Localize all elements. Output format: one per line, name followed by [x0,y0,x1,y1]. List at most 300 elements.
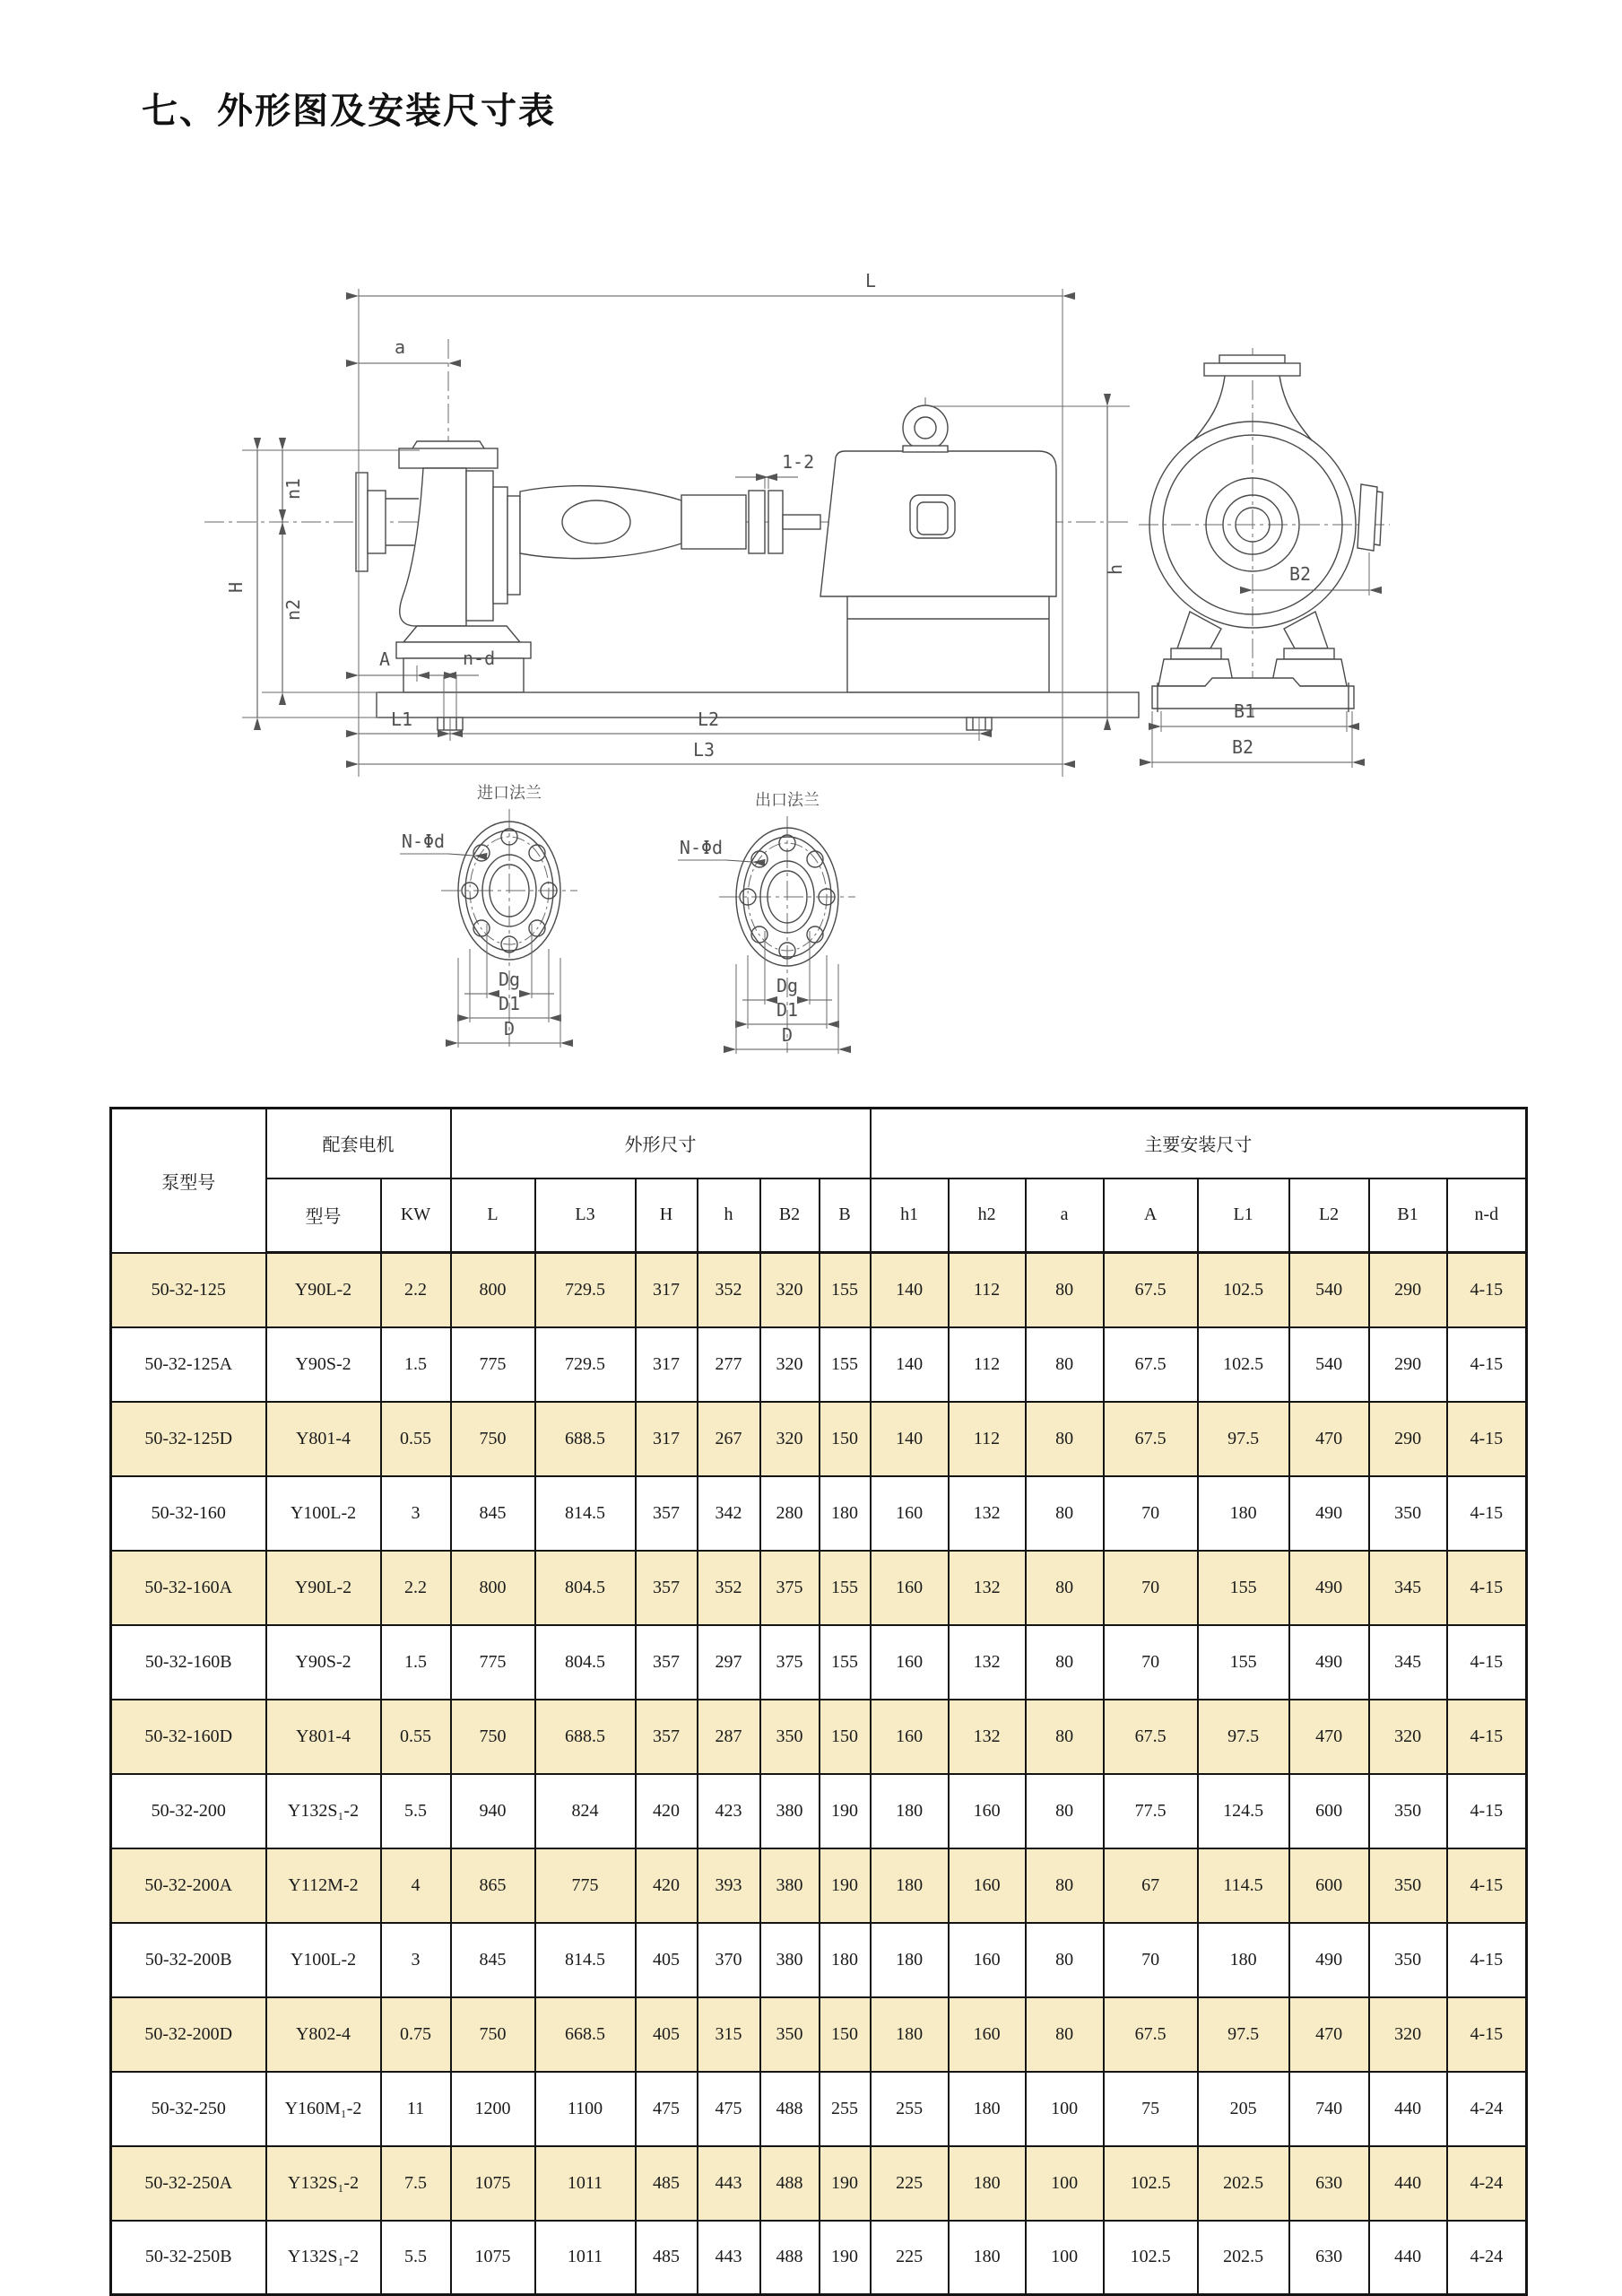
dimension-cell: 67.5 [1104,1327,1198,1402]
dim-label-D1-outlet: D1 [776,999,799,1021]
dimension-cell: 67.5 [1104,1402,1198,1476]
dimension-cell: 160 [871,1625,949,1700]
dimension-cell: 202.5 [1198,2146,1289,2221]
pump-model-cell: 50-32-160 [111,1476,266,1551]
dimension-cell: 190 [820,1774,871,1848]
pump-model-cell: 50-32-250B [111,2221,266,2295]
dimension-cell: 155 [820,1551,871,1625]
dimension-cell: 150 [820,1700,871,1774]
dimension-cell: 342 [698,1476,760,1551]
dim-label-L3: L3 [693,739,716,761]
dimension-cell: 97.5 [1198,1402,1289,1476]
dimension-cell: 350 [1369,1774,1447,1848]
inlet-flange-detail [400,784,577,1048]
dimension-cell: 470 [1289,1997,1369,2072]
dimension-cell: 320 [1369,1700,1447,1774]
table-row [111,1848,1527,1923]
column-header: KW [381,1178,451,1253]
dimension-cell: 67 [1104,1848,1198,1923]
dimension-cell: 180 [871,1848,949,1923]
dimension-cell: 600 [1289,1774,1369,1848]
dimension-cell: Y132S₁-2 [266,2221,381,2295]
dimension-cell: Y132S₁-2 [266,1774,381,1848]
pump-outline-drawing [108,135,1417,1108]
dim-label-B2-base: B2 [1232,736,1254,758]
dimension-cell: 490 [1289,1551,1369,1625]
dimension-cell: 150 [820,1402,871,1476]
dimension-cell: 350 [760,1700,820,1774]
dimension-cell: 150 [820,1997,871,2072]
dimension-cell: 70 [1104,1625,1198,1700]
dimension-cell: 750 [451,1997,535,2072]
dimension-cell: 320 [760,1327,820,1402]
dimension-cell: 320 [1369,1997,1447,2072]
dimension-cell: 140 [871,1327,949,1402]
dimension-cell: 4-15 [1447,1253,1527,1327]
dimension-cell: 132 [949,1551,1026,1625]
dimension-cell: 97.5 [1198,1997,1289,2072]
table-row [111,2072,1527,2146]
dim-label-coupling: 1-2 [782,451,815,473]
dim-label-D1-inlet: D1 [498,993,521,1014]
dimension-cell: 540 [1289,1327,1369,1402]
dimension-cell: 668.5 [535,1997,636,2072]
dimension-cell: 1075 [451,2221,535,2295]
dimension-cell: 155 [1198,1551,1289,1625]
dimension-cell: 155 [1198,1625,1289,1700]
dimension-cell: 630 [1289,2146,1369,2221]
dimension-cell: 845 [451,1476,535,1551]
pump-model-cell: 50-32-125D [111,1402,266,1476]
column-header: B2 [760,1178,820,1253]
dimension-cell: 440 [1369,2146,1447,2221]
dimension-cell: 380 [760,1774,820,1848]
dimension-cell: Y112M-2 [266,1848,381,1923]
dimension-cell: 112 [949,1402,1026,1476]
dimension-cell: 345 [1369,1551,1447,1625]
dimension-cell: 7.5 [381,2146,451,2221]
dimension-cell: 4-24 [1447,2072,1527,2146]
dimension-cell: 4-15 [1447,1402,1527,1476]
dim-label-B1: B1 [1234,700,1256,722]
dimension-cell: 11 [381,2072,451,2146]
dimension-cell: 112 [949,1253,1026,1327]
pump-model-cell: 50-32-250 [111,2072,266,2146]
column-header: A [1104,1178,1198,1253]
dimension-cell: 688.5 [535,1700,636,1774]
dimension-cell: 375 [760,1551,820,1625]
dimension-cell: 804.5 [535,1551,636,1625]
table-row [111,1253,1527,1327]
pump-model-cell: 50-32-200 [111,1774,266,1848]
dimension-cell: 370 [698,1923,760,1997]
dimension-cell: 70 [1104,1476,1198,1551]
dimension-cell: 80 [1026,1700,1104,1774]
dimension-cell: 488 [760,2221,820,2295]
dimension-cell: 352 [698,1551,760,1625]
dimension-cell: 475 [698,2072,760,2146]
dimension-cell: 180 [871,1997,949,2072]
dimension-cell: 132 [949,1476,1026,1551]
dimension-cell: 729.5 [535,1327,636,1402]
dimension-cell: 160 [871,1476,949,1551]
inlet-flange-title: 进口法兰 [477,784,542,802]
dimension-cell: 4-24 [1447,2146,1527,2221]
pump-model-cell: 50-32-250A [111,2146,266,2221]
dim-label-A: A [379,648,391,670]
dim-label-a: a [395,336,406,358]
dimension-cell: 180 [820,1476,871,1551]
dimension-cell: Y90S-2 [266,1327,381,1402]
dimension-cell: 80 [1026,1997,1104,2072]
dimension-cell: 225 [871,2146,949,2221]
column-header: L3 [535,1178,636,1253]
table-row [111,2146,1527,2221]
dimension-cell: 132 [949,1625,1026,1700]
dimension-cell: 315 [698,1997,760,2072]
dimension-cell: 97.5 [1198,1700,1289,1774]
pump-side-view [204,270,1139,777]
dimension-cell: 440 [1369,2072,1447,2146]
dimension-cell: 800 [451,1551,535,1625]
dim-label-H: H [225,581,247,594]
dimension-cell: 225 [871,2221,949,2295]
dimension-cell: 488 [760,2072,820,2146]
pump-model-cell: 50-32-200B [111,1923,266,1997]
dimension-cell: 80 [1026,1402,1104,1476]
dimension-cell: 114.5 [1198,1848,1289,1923]
dimension-cell: 490 [1289,1923,1369,1997]
dimension-cell: 357 [636,1625,698,1700]
dimension-cell: 80 [1026,1625,1104,1700]
pump-model-cell: 50-32-160B [111,1625,266,1700]
dimension-cell: 470 [1289,1402,1369,1476]
dimension-cell: 775 [451,1625,535,1700]
dimension-cell: 287 [698,1700,760,1774]
dimension-cell: 393 [698,1848,760,1923]
dimension-cell: 729.5 [535,1253,636,1327]
dimension-cell: 405 [636,1923,698,1997]
dimension-cell: 205 [1198,2072,1289,2146]
dimension-cell: 600 [1289,1848,1369,1923]
dimension-cell: 4-15 [1447,1327,1527,1402]
dimension-cell: 814.5 [535,1923,636,1997]
dimension-cell: 155 [820,1253,871,1327]
column-header: L [451,1178,535,1253]
dimension-cell: 102.5 [1198,1327,1289,1402]
dimension-cell: 4-15 [1447,1551,1527,1625]
dimension-cell: 100 [1026,2221,1104,2295]
table-row [111,1997,1527,2072]
dimension-cell: Y132S₁-2 [266,2146,381,2221]
dimension-cell: 0.55 [381,1402,451,1476]
dimension-cell: 180 [820,1923,871,1997]
dimension-cell: 775 [451,1327,535,1402]
pump-end-view [1139,348,1390,768]
column-header: h1 [871,1178,949,1253]
dimension-cell: 380 [760,1848,820,1923]
dimension-cell: 80 [1026,1253,1104,1327]
dimension-cell: 485 [636,2146,698,2221]
dimension-cell: 80 [1026,1551,1104,1625]
dimension-cell: 380 [760,1923,820,1997]
dimension-cell: 320 [760,1253,820,1327]
column-header: 型号 [266,1178,381,1253]
dimension-cell: 180 [949,2146,1026,2221]
dimension-cell: 4-15 [1447,1625,1527,1700]
dim-label-Dg-outlet: Dg [776,975,799,996]
dimension-cell: 350 [1369,1923,1447,1997]
dimension-cell: 4-15 [1447,1848,1527,1923]
dimension-cell: 740 [1289,2072,1369,2146]
column-header: B [820,1178,871,1253]
dimension-cell: 67.5 [1104,1253,1198,1327]
dimension-cell: 824 [535,1774,636,1848]
table-row [111,1476,1527,1551]
dimension-cell: 490 [1289,1476,1369,1551]
dimension-cell: 470 [1289,1700,1369,1774]
pump-model-cell: 50-32-160A [111,1551,266,1625]
dimension-cell: Y100L-2 [266,1923,381,1997]
table-row [111,1700,1527,1774]
dimension-cell: 102.5 [1198,1253,1289,1327]
dimension-cell: 750 [451,1700,535,1774]
column-header: a [1026,1178,1104,1253]
dimension-cell: Y801-4 [266,1402,381,1476]
column-header: n-d [1447,1178,1527,1253]
dimension-cell: 1075 [451,2146,535,2221]
pump-model-cell: 50-32-160D [111,1700,266,1774]
dimension-cell: 485 [636,2221,698,2295]
outlet-flange-title: 出口法兰 [755,791,820,809]
table-row [111,1551,1527,1625]
dimension-cell: 77.5 [1104,1774,1198,1848]
dimension-cell: 67.5 [1104,1997,1198,2072]
dimension-cell: 202.5 [1198,2221,1289,2295]
dimension-cell: 405 [636,1997,698,2072]
dimension-cell: 1011 [535,2146,636,2221]
table-row [111,2221,1527,2295]
dimension-cell: 5.5 [381,2221,451,2295]
dimension-cell: 3 [381,1923,451,1997]
dimension-cell: 80 [1026,1923,1104,1997]
table-row [111,1625,1527,1700]
dimension-cell: 100 [1026,2146,1104,2221]
dimension-cell: 160 [871,1551,949,1625]
dim-label-L: L [865,270,877,291]
dimension-cell: 804.5 [535,1625,636,1700]
pump-model-cell: 50-32-200D [111,1997,266,2072]
dim-label-n-phi-d-inlet: N-Φd [401,831,446,852]
dimension-cell: 490 [1289,1625,1369,1700]
dimension-cell: 155 [820,1327,871,1402]
dimension-cell: 317 [636,1253,698,1327]
dimension-cell: 160 [949,1923,1026,1997]
dimension-cell: 357 [636,1476,698,1551]
dimension-cell: 420 [636,1848,698,1923]
dimension-cell: 357 [636,1551,698,1625]
dimension-cell: 124.5 [1198,1774,1289,1848]
dimension-cell: 100 [1026,2072,1104,2146]
dimension-cell: 423 [698,1774,760,1848]
dimension-cell: 290 [1369,1327,1447,1402]
dimension-cell: Y90S-2 [266,1625,381,1700]
dimension-cell: 357 [636,1700,698,1774]
dimension-cell: 845 [451,1923,535,1997]
pump-model-cell: 50-32-125 [111,1253,266,1327]
dimension-cell: 688.5 [535,1402,636,1476]
dimension-cell: 290 [1369,1253,1447,1327]
dimension-cell: 160 [949,1997,1026,2072]
column-header: L1 [1198,1178,1289,1253]
dimension-cell: 0.75 [381,1997,451,2072]
dimension-cell: 155 [820,1625,871,1700]
dimension-cell: 475 [636,2072,698,2146]
dimension-cell: 190 [820,2146,871,2221]
column-group-header: 主要安装尺寸 [871,1109,1527,1178]
dimension-cell: 2.2 [381,1551,451,1625]
column-header: B1 [1369,1178,1447,1253]
dimension-cell: 255 [871,2072,949,2146]
dimension-cell: 420 [636,1774,698,1848]
dimension-cell: 267 [698,1402,760,1476]
table-row [111,1774,1527,1848]
dimension-cell: 4-15 [1447,1923,1527,1997]
dimension-cell: 160 [871,1700,949,1774]
dim-label-Dg-inlet: Dg [498,969,521,990]
dimension-cell: Y801-4 [266,1700,381,1774]
dimension-cell: 112 [949,1327,1026,1402]
dimension-cell: Y100L-2 [266,1476,381,1551]
dimension-cell: 443 [698,2221,760,2295]
dimension-cell: Y90L-2 [266,1551,381,1625]
dim-label-n-phi-d-outlet: N-Φd [679,837,724,858]
dimension-cell: 814.5 [535,1476,636,1551]
dimension-cell: 865 [451,1848,535,1923]
column-group-header: 泵型号 [111,1109,266,1253]
dim-label-n1: n1 [282,477,304,500]
dimension-cell: 345 [1369,1625,1447,1700]
dimension-cell: 4-15 [1447,1774,1527,1848]
column-header: L2 [1289,1178,1369,1253]
dim-label-D-inlet: D [503,1018,516,1039]
dimension-cell: 132 [949,1700,1026,1774]
dimension-cell: 75 [1104,2072,1198,2146]
dimension-cell: 70 [1104,1923,1198,1997]
dim-label-L1: L1 [391,709,413,730]
dimension-cell: 4 [381,1848,451,1923]
dimension-cell: Y90L-2 [266,1253,381,1327]
dim-label-n-d: n-d [463,648,496,669]
dimension-cell: 0.55 [381,1700,451,1774]
dimension-cell: 140 [871,1253,949,1327]
dimension-cell: 180 [949,2221,1026,2295]
dimension-cell: 80 [1026,1774,1104,1848]
dimension-cell: 255 [820,2072,871,2146]
dimension-cell: 443 [698,2146,760,2221]
dim-label-L2: L2 [698,709,720,730]
dimension-cell: 1.5 [381,1625,451,1700]
dimension-cell: 940 [451,1774,535,1848]
dimension-cell: 280 [760,1476,820,1551]
dimension-cell: 80 [1026,1476,1104,1551]
dimension-cell: 317 [636,1327,698,1402]
dimension-cell: 102.5 [1104,2146,1198,2221]
dimension-cell: 320 [760,1402,820,1476]
column-group-header: 配套电机 [266,1109,451,1178]
dimension-cell: 4-15 [1447,1997,1527,2072]
dim-label-D-outlet: D [781,1024,794,1046]
dimension-cell: 180 [949,2072,1026,2146]
column-header: h2 [949,1178,1026,1253]
dim-label-B2-side: B2 [1289,563,1312,585]
pump-model-cell: 50-32-200A [111,1848,266,1923]
dimension-cell: 2.2 [381,1253,451,1327]
dimension-cell: 180 [1198,1923,1289,1997]
dimension-cell: 70 [1104,1551,1198,1625]
dimension-cell: 630 [1289,2221,1369,2295]
dimension-cell: 180 [871,1923,949,1997]
dimension-cell: 67.5 [1104,1700,1198,1774]
dimension-cell: 1100 [535,2072,636,2146]
dimension-cell: 160 [949,1848,1026,1923]
dimension-table [109,1107,1528,2296]
dimension-cell: 102.5 [1104,2221,1198,2295]
dimension-cell: 160 [949,1774,1026,1848]
dimension-cell: 140 [871,1402,949,1476]
dimension-cell: 180 [1198,1476,1289,1551]
dimension-cell: Y160M₁-2 [266,2072,381,2146]
outlet-flange-detail [678,791,855,1054]
dimension-cell: 350 [1369,1848,1447,1923]
dimension-cell: 180 [871,1774,949,1848]
dimension-cell: Y802-4 [266,1997,381,2072]
pump-model-cell: 50-32-125A [111,1327,266,1402]
page-title: 七、外形图及安装尺寸表 [142,91,556,131]
dimension-cell: 290 [1369,1402,1447,1476]
table-row [111,1923,1527,1997]
dimension-cell: 350 [1369,1476,1447,1551]
dimension-cell: 4-24 [1447,2221,1527,2295]
dimension-cell: 800 [451,1253,535,1327]
dimension-cell: 1200 [451,2072,535,2146]
dimension-cell: 190 [820,1848,871,1923]
table-row [111,1327,1527,1402]
column-header: H [636,1178,698,1253]
table-row [111,1402,1527,1476]
dimension-cell: 440 [1369,2221,1447,2295]
dim-label-n2: n2 [282,598,304,622]
dimension-cell: 5.5 [381,1774,451,1848]
dimension-cell: 80 [1026,1327,1104,1402]
dimension-cell: 80 [1026,1848,1104,1923]
dimension-cell: 375 [760,1625,820,1700]
column-group-header: 外形尺寸 [451,1109,871,1178]
dimension-cell: 317 [636,1402,698,1476]
dimension-cell: 775 [535,1848,636,1923]
dimension-cell: 4-15 [1447,1700,1527,1774]
dimension-cell: 540 [1289,1253,1369,1327]
dimension-cell: 1.5 [381,1327,451,1402]
dimension-cell: 3 [381,1476,451,1551]
dimension-cell: 352 [698,1253,760,1327]
dimension-cell: 488 [760,2146,820,2221]
dimension-cell: 297 [698,1625,760,1700]
dim-label-h: h [1105,563,1126,576]
dimension-cell: 190 [820,2221,871,2295]
dimension-cell: 1011 [535,2221,636,2295]
dimension-cell: 350 [760,1997,820,2072]
